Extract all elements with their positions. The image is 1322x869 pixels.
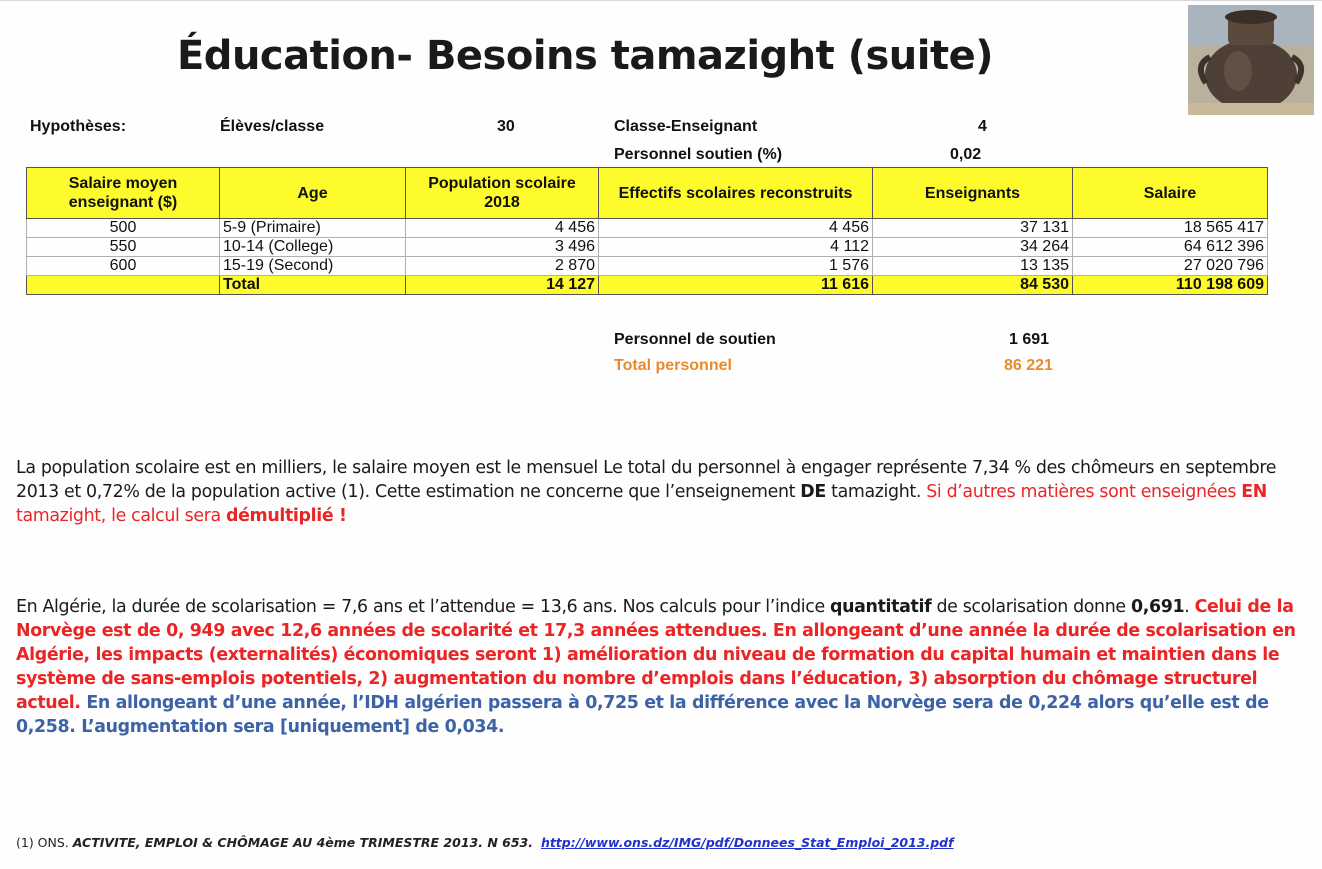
footnote-source: ACTIVITE, EMPLOI & CHÔMAGE AU 4ème TRIMESTRE 2013. N 653.	[72, 835, 533, 850]
table-header-row	[27, 168, 1268, 219]
total-personnel-value: 86 221	[1004, 357, 1053, 374]
cell-enseignants: 37 131	[873, 219, 1073, 238]
header-enseignants: Enseignants	[873, 168, 1073, 219]
footnote	[16, 835, 954, 850]
paragraph-population	[16, 456, 1311, 528]
p2-text-3: .	[1184, 597, 1195, 617]
cell-salaire: 27 020 796	[1073, 257, 1268, 276]
footnote-prefix: (1) ONS.	[16, 835, 73, 850]
pottery-jar-icon	[1188, 5, 1314, 115]
cell-effectifs: 4 112	[599, 238, 873, 257]
total-personnel-label: Total personnel	[614, 357, 732, 374]
p2-text-1: En Algérie, la durée de scolarisation = 7,6 ans et l’attendue = 13,6 ans. Nos calculs pour l’indice	[16, 597, 831, 617]
header-age: Age	[220, 168, 406, 219]
paragraph-scolarisation	[16, 595, 1311, 739]
table-row	[27, 257, 1268, 276]
p1-en: EN	[1241, 482, 1267, 502]
total-cell-salaire: 110 198 609	[1073, 276, 1268, 295]
table-row	[27, 238, 1268, 257]
total-cell-effectifs: 11 616	[599, 276, 873, 295]
p1-de: DE	[800, 482, 826, 502]
total-cell-label: Total	[220, 276, 406, 295]
p2-quantitatif: quantitatif	[830, 597, 932, 617]
pottery-jar-photo	[1188, 5, 1314, 115]
classe-enseignant-value: 4	[978, 118, 987, 135]
cell-salaire-moyen: 500	[27, 219, 220, 238]
p2-text-2: de scolarisation donne	[931, 597, 1131, 617]
table-row	[27, 219, 1268, 238]
header-salaire-moyen: Salaire moyen enseignant ($)	[27, 168, 220, 219]
header-salaire: Salaire	[1073, 168, 1268, 219]
cell-population: 3 496	[406, 238, 599, 257]
total-cell-enseignants: 84 530	[873, 276, 1073, 295]
cell-effectifs: 4 456	[599, 219, 873, 238]
p1-text-1: La population scolaire est en milliers, le salaire moyen est le mensuel Le total du personnel à engager représente 7,34 % des chômeurs en septembre 2013 et 0,72% de la population active (1). Cette estimation ne concerne que l’enseignement	[16, 458, 1277, 502]
classe-enseignant-label: Classe-Enseignant	[614, 118, 758, 135]
p2-value: 0,691	[1130, 597, 1185, 617]
hypotheses-label: Hypothèses:	[30, 118, 127, 135]
cell-effectifs: 1 576	[599, 257, 873, 276]
p1-text-2: tamazight.	[825, 482, 927, 502]
cell-age: 5-9 (Primaire)	[220, 219, 406, 238]
personnel-de-soutien-label: Personnel de soutien	[614, 331, 776, 348]
p2-red-text: Celui de la Norvège est de 0, 949 avec 12,6 années de scolarité et 17,3 années attendues. En allongeant d’une année la durée de scolarisation en Algérie, les impacts (externalités) économiques seront 1) amélioration du niveau de formation du capital humain et maintien dans le système de sans-emplois potentiels, 2) augmentation du nombre d’emplois dans l’éducation, 3) absorption du chômage structurel actuel.	[16, 597, 1296, 713]
cell-salaire: 64 612 396	[1073, 238, 1268, 257]
eleves-label: Élèves/classe	[220, 118, 325, 135]
slide-title: Éducation- Besoins tamazight (suite)	[176, 33, 994, 79]
cell-enseignants: 34 264	[873, 238, 1073, 257]
total-cell-empty	[27, 276, 220, 295]
footnote-link[interactable]: http://www.ons.dz/IMG/pdf/Donnees_Stat_Emploi_2013.pdf	[540, 835, 954, 850]
besoins-table	[26, 167, 1268, 295]
cell-population: 4 456	[406, 219, 599, 238]
cell-enseignants: 13 135	[873, 257, 1073, 276]
table-total-row	[27, 276, 1268, 295]
personnel-soutien-label: Personnel soutien (%)	[614, 146, 783, 163]
cell-salaire-moyen: 600	[27, 257, 220, 276]
header-population-scolaire: Population scolaire 2018	[406, 168, 599, 219]
p1-red-1: Si d’autres matières sont enseignées	[926, 482, 1242, 502]
p1-demultiplie: démultiplié !	[226, 506, 347, 526]
personnel-de-soutien-value: 1 691	[1009, 331, 1050, 348]
cell-salaire-moyen: 550	[27, 238, 220, 257]
eleves-value: 30	[497, 118, 515, 135]
cell-age: 15-19 (Second)	[220, 257, 406, 276]
personnel-soutien-value: 0,02	[950, 146, 982, 163]
p1-red-2: tamazight, le calcul sera	[16, 506, 227, 526]
cell-salaire: 18 565 417	[1073, 219, 1268, 238]
header-effectifs: Effectifs scolaires reconstruits	[599, 168, 873, 219]
cell-age: 10-14 (College)	[220, 238, 406, 257]
total-cell-population: 14 127	[406, 276, 599, 295]
p2-blue-text: En allongeant d’une année, l’IDH algérien passera à 0,725 et la différence avec la Norvège sera de 0,224 alors qu’elle est de 0,258. L’augmentation sera [uniquement] de 0,034.	[16, 693, 1269, 737]
cell-population: 2 870	[406, 257, 599, 276]
